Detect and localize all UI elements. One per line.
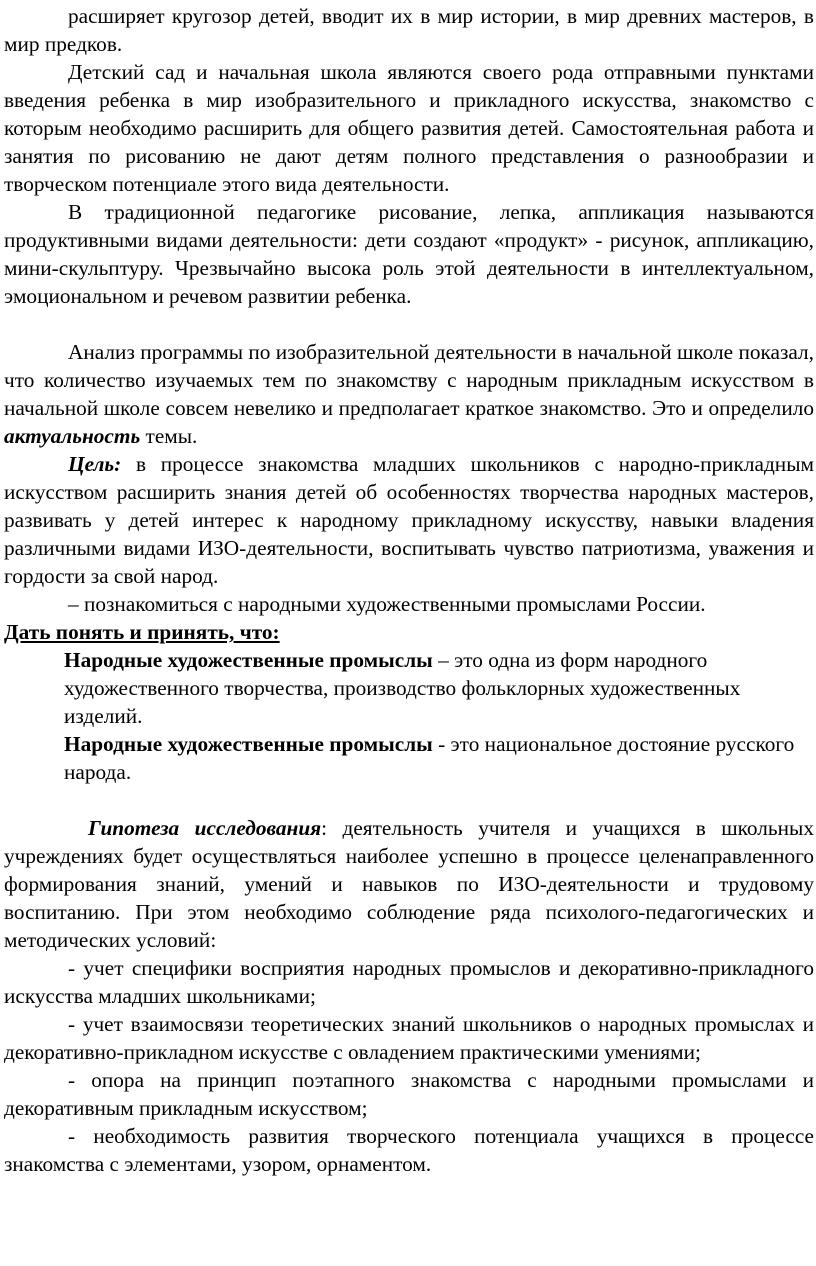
relevance-term: актуальность bbox=[4, 424, 141, 448]
condition-4: - необходимость развития творческого потенциала учащихся в процессе знакомства с элементами, узором, орнаментом. bbox=[4, 1124, 814, 1176]
goal-text: в процессе знакомства младших школьников с народно-прикладным искусством расширить знания детей об особенностях творчества народных мастеров, развивать у детей интерес к народному прикладному искусству, навыки владения различными видами ИЗО-деятельности, воспитывать чувство патриотизма, уважения и гордости за свой народ. bbox=[4, 452, 814, 588]
paragraph-goal bbox=[4, 450, 814, 590]
hypothesis-text: : деятельность учителя и учащихся в школьных учреждениях будет осуществляться наиболее успешно в процессе целенаправленного формирования знаний, умений и навыков по ИЗО-деятельности и трудовому воспитанию. При этом необходимо соблюдение ряда психолого-педагогических и методических условий: bbox=[4, 816, 814, 952]
paragraph-analysis bbox=[4, 338, 814, 450]
definition-1-text: – это одна из форм народного художественного творчества, производство фольклорных художественных изделий. bbox=[64, 648, 741, 728]
paragraph-hypothesis bbox=[4, 814, 814, 954]
section-heading: Дать понять и принять, что: bbox=[4, 620, 280, 644]
analysis-tail: темы. bbox=[140, 424, 198, 448]
condition-2: - учет взаимосвязи теоретических знаний школьников о народных промыслах и декоративно-прикладном искусстве с овладением практическими умениями; bbox=[4, 1012, 814, 1064]
definition-2-term: Народные художественные промыслы bbox=[64, 732, 433, 756]
document-page bbox=[4, 2, 814, 1178]
condition-1: - учет специфики восприятия народных промыслов и декоративно-прикладного искусства младших школьниками; bbox=[4, 956, 814, 1008]
paragraph-traditional-pedagogy: В традиционной педагогике рисование, лепка, аппликация называются продуктивными видами деятельности: дети создают «продукт» - рисунок, аппликацию, мини-скульптуру. Чрезвычайно высока роль этой деятельности в интеллектуальном, эмоциональном и речевом развитии ребенка. bbox=[4, 200, 814, 308]
hypothesis-label: Гипотеза исследования bbox=[88, 816, 322, 840]
paragraph-intro: расширяет кругозор детей, вводит их в мир истории, в мир древних мастеров, в мир предков. bbox=[4, 4, 814, 56]
paragraph-kindergarten: Детский сад и начальная школа являются своего рода отправными пунктами введения ребенка в мир изобразительного и прикладного искусства, знакомство с которым необходимо расширить для общего развития детей. Самостоятельная работа и занятия по рисованию не дают детям полного представления о разнообразии и творческом потенциале этого вида деятельности. bbox=[4, 60, 814, 196]
analysis-text: Анализ программы по изобразительной деятельности в начальной школе показал, что количество изучаемых тем по знакомству с народным прикладным искусством в начальной школе совсем невелико и предполагает краткое знакомство. Это и определило bbox=[4, 340, 814, 420]
condition-3: - опора на принцип поэтапного знакомства с народными промыслами и декоративным прикладным искусством; bbox=[4, 1068, 814, 1120]
definition-2-text: - это национальное достояние русского народа. bbox=[64, 732, 795, 784]
goal-label: Цель: bbox=[68, 452, 122, 476]
definition-1 bbox=[64, 646, 814, 730]
paragraph-goal-task: – познакомиться с народными художественными промыслами России. bbox=[68, 592, 706, 616]
blank-line bbox=[4, 310, 814, 338]
blank-line bbox=[4, 786, 814, 814]
definition-1-term: Народные художественные промыслы bbox=[64, 648, 433, 672]
definition-2 bbox=[64, 730, 814, 786]
